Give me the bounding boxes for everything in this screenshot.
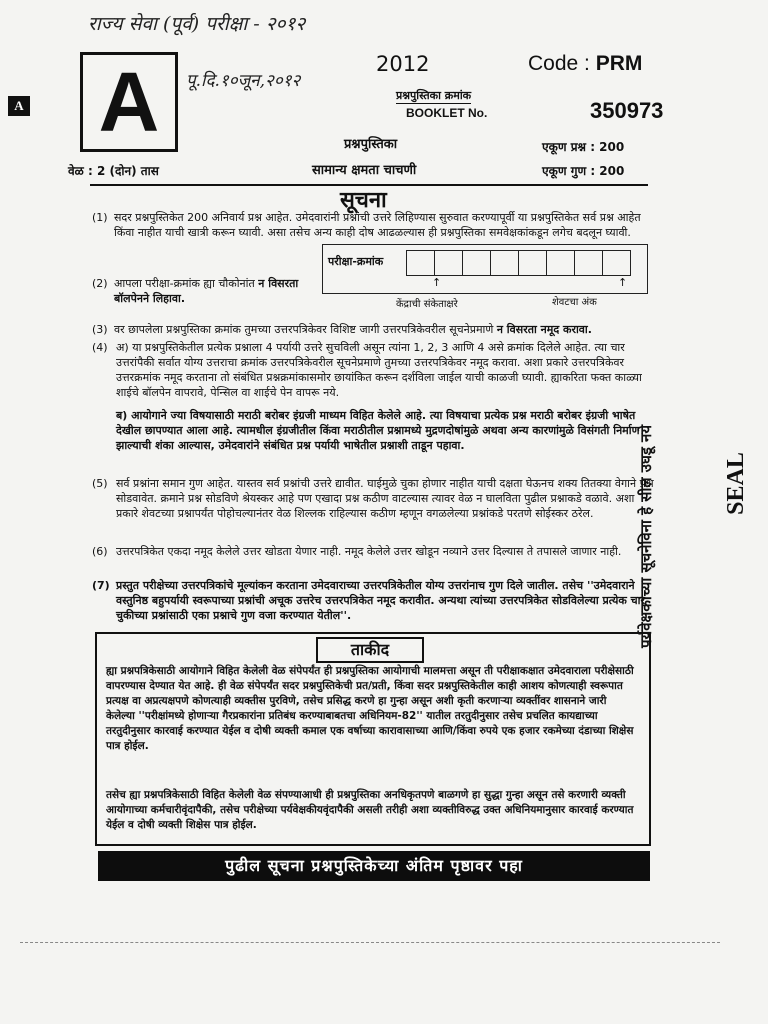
instruction-4a xyxy=(92,340,654,400)
warning-title: ताकीद xyxy=(316,637,424,663)
instruction-7 xyxy=(92,578,654,623)
exam-number-cells[interactable] xyxy=(406,250,631,276)
code-value: PRM xyxy=(595,52,643,75)
scan-edge-line xyxy=(20,942,720,943)
exam-number-cell[interactable] xyxy=(406,250,435,276)
instruction-text: अ) या प्रश्नपुस्तिकेतील प्रत्येक प्रश्नाला 4 पर्यायी उत्तरे सुचविली असून त्यांना 1, 2, 3 आणि 4 असे क्रमांक दिलेले आहेत. त्या चार उत्तरांपैकी सर्वात योग्य उत्तराचा क्रमांक उत्तरपत्रिकेवरील सूचनेप्रमाणे तुमच्या उत्तरपत्रिकेवर नमूद करावा. अशा प्रकारे उत्तरपत्रिकेवर उत्तरक्रमांक नमूद करताना तो संबंधित प्रश्नक्रमांकासमोर छायांकित करून दर्शविला जाईल याची काळजी घ्यावी. ह्याकरिता फक्त काळ्या शाईचे बॉलपेन वापरावे, पेन्सिल वा शाईचे पेन वापरू नये. xyxy=(116,341,642,399)
instruction-number: (7) xyxy=(92,579,110,592)
warning-paragraph-1: ह्या प्रश्नपत्रिकेसाठी आयोगाने विहित केलेली वेळ संपेपर्यंत ही प्रश्नपुस्तिका आयोगाची मालमत्ता असून ती परीक्षाकक्षात उमेदवाराला परीक्षेसाठी वापरण्यास देण्यात येत आहे. ही वेळ संपेपर्यंत सदर प्रश्नपुस्तिकेची प्रत/प्रती, किंवा सदर प्रश्नपुस्तिकेतील काही आशय कोणत्याही स्वरूपात प्रत्यक्ष वा अप्रत्यक्षपणे कोणत्याही व्यक्तीस पुरविणे, तसेच प्रसिद्ध करणे हा गुन्हा असून अशी कृती करणाऱ्या व्यक्तींवर शासनाने जारी केलेल्या ''परीक्षांमध्ये होणाऱ्या गैरप्रकारांना प्रतिबंध करण्याबाबतचा अधिनियम-82'' यातील तरतुदीनुसार तसेच प्रचलित कायद्याच्या तरतुदीनुसार कारवाई करण्यात येईल व दोषी व्यक्ती कमाल एक वर्षाच्या कारावासाच्या आणि/किंवा रुपये एक हजार रकमेच्या दंडाच्या शिक्षेस पात्र होईल. xyxy=(106,665,634,752)
instruction-text-bold: न विसरता नमूद करावा. xyxy=(496,323,592,336)
exam-number-cell[interactable] xyxy=(519,250,547,276)
instruction-5 xyxy=(92,476,654,521)
instruction-text: आपला परीक्षा-क्रमांक ह्या चौकोनांत xyxy=(114,277,255,290)
handwritten-date: पू.दि.१०जून,२०१२ xyxy=(186,71,301,91)
exam-number-cell[interactable] xyxy=(463,250,491,276)
exam-number-cell[interactable] xyxy=(575,250,603,276)
bottom-banner: पुढील सूचना प्रश्नपुस्तिकेच्या अंतिम पृष्ठावर पहा xyxy=(98,851,650,881)
instruction-number: (6) xyxy=(92,545,108,558)
instruction-number: (1) xyxy=(92,211,108,224)
instruction-text: ब) आयोगाने ज्या विषयासाठी मराठी बरोबर इंग्रजी माध्यम विहित केलेले आहे. त्या विषयाचा प्रत्येक प्रश्न मराठी बरोबर इंग्रजी भाषेत देखील छापण्यात आला आहे. त्यामधील इंग्रजीतील किंवा मराठीतील प्रश्नामध्ये मुद्रणदोषांमुळे अथवा अन्य कारणांमुळे विसंगती निर्माण झाल्याची शंका आल्यास, उमेदवारांने संबंधित प्रश्न पर्यायी भाषेतील प्रश्नाशी ताडून पहावा. xyxy=(116,409,640,452)
instruction-text-bold: न विसरता बॉलपेनने लिहावा. xyxy=(114,277,299,305)
booklet-title: प्रश्नपुस्तिका xyxy=(344,137,398,152)
set-letter-box: A xyxy=(80,52,178,152)
total-questions: एकूण प्रश्न : 200 xyxy=(542,140,625,154)
instruction-text: प्रस्तुत परीक्षेच्या उत्तरपत्रिकांचे मूल्यांकन करताना उमेदवाराच्या उत्तरपत्रिकेतील योग्य उत्तरांनाच गुण दिले जातील. तसेच ''उमेदवाराने वस्तुनिष्ठ बहुपर्यायी स्वरूपाच्या प्रश्नांची अचूक उत्तरेच उत्तरपत्रिकेत नमूद करावीत. अन्यथा त्यांच्या उत्तरपत्रिकेत सोडविलेल्या प्रत्येक चार चुकीच्या प्रश्नांसाठी एका प्रश्नाचे गुण वजा करण्यात येतील''. xyxy=(116,579,645,622)
warning-paragraph-2: तसेच ह्या प्रश्नपत्रिकेसाठी विहित केलेली वेळ संपण्याआधी ही प्रश्नपुस्तिका अनधिकृतपणे बाळगणे हा सुद्धा गुन्हा असून तसे करणारी व्यक्ती आयोगाच्या कर्मचारीवृंदापैकी, तसेच परीक्षेच्या पर्यवेक्षकीयवृंदापैकी असली तरीही अशा व्यक्तीविरुद्ध उक्त अधिनियमानुसार कारवाई करण्यात येईल व दोषी व्यक्ती शिक्षेस पात्र होईल. xyxy=(106,789,634,831)
code-label-text: Code : xyxy=(528,52,590,75)
exam-number-cell[interactable] xyxy=(547,250,575,276)
handwritten-exam-title: राज्य सेवा (पूर्व) परीक्षा - २०१२ xyxy=(88,13,306,35)
exam-number-cell[interactable] xyxy=(491,250,519,276)
seal-label: SEAL xyxy=(722,452,749,515)
exam-number-cell[interactable] xyxy=(435,250,463,276)
instruction-6 xyxy=(92,544,654,559)
instructions-title: सूचना xyxy=(340,188,387,213)
seal-instruction-text: पर्यवेक्षकांच्या सूचनेविना हे सील उघडू नये xyxy=(637,424,655,648)
instruction-text: वर छापलेला प्रश्नपुस्तिका क्रमांक तुमच्या उत्तरपत्रिकेवर विशिष्ट जागी उत्तरपत्रिकेवरील सूचनेप्रमाणे xyxy=(114,323,494,336)
up-arrow-icon: ↑ xyxy=(432,276,442,289)
code-label xyxy=(528,52,642,76)
seal-instruction-vertical xyxy=(636,328,664,648)
instruction-text: उत्तरपत्रिकेत एकदा नमूद केलेले उत्तर खोडता येणार नाही. नमूद केलेले उत्तर खोडून नव्याने उत्तर दिल्यास ते तपासले जाणार नाही. xyxy=(116,545,622,558)
instruction-text: सदर प्रश्नपुस्तिकेत 200 अनिवार्य प्रश्न आहेत. उमेदवारांनी प्रश्नांची उत्तरे लिहिण्यास सुरुवात करण्यापूर्वी या प्रश्नपुस्तिकेत सर्व प्रश्न आहेत किंवा नाहीत याची खात्री करून घ्यावी. असा तसेच अन्य काही दोष आढळल्यास ही प्रश्नपुस्तिका समवेक्षकांकडून लगेच बदलून घ्यावी. xyxy=(114,211,641,239)
instruction-3 xyxy=(92,322,652,337)
paper-title: सामान्य क्षमता चाचणी xyxy=(312,163,417,178)
exam-number-cell[interactable] xyxy=(603,250,631,276)
booklet-label-en: BOOKLET No. xyxy=(406,106,488,120)
last-digit-label: शेवटचा अंक xyxy=(552,297,597,308)
booklet-label-mr: प्रश्नपुस्तिका क्रमांक xyxy=(396,89,472,102)
year: 2012 xyxy=(376,52,430,76)
instruction-number: (3) xyxy=(92,323,108,336)
instruction-text: सर्व प्रश्नांना समान गुण आहेत. यास्तव सर्व प्रश्नांची उत्तरे द्यावीत. घाईमुळे चुका होणार नाहीत याची दक्षता घेऊनच शक्य तितक्या वेगाने प्रश्न सोडवावेत. क्रमाने प्रश्न सोडविणे श्रेयस्कर आहे पण एखादा प्रश्न कठीण वाटल्यास त्यावर वेळ न घालविता पुढील प्रश्नाकडे वळावे. अशा प्रकारे शेवटच्या प्रश्नापर्यंत पोहोचल्यानंतर वेळ शिल्लक राहिल्यास कठीण म्हणून वगळलेल्या प्रश्नांकडे परतणे सोईस्कर ठरेल. xyxy=(116,477,654,520)
total-marks: एकूण गुण : 200 xyxy=(542,164,625,178)
instruction-number: (5) xyxy=(92,477,108,490)
time-label: वेळ : 2 (दोन) तास xyxy=(68,164,159,178)
instruction-number: (2) xyxy=(92,277,108,290)
exam-number-label: परीक्षा-क्रमांक xyxy=(328,255,384,268)
side-set-tag: A xyxy=(8,96,30,116)
instruction-4b xyxy=(116,408,654,453)
instruction-number: (4) xyxy=(92,341,108,354)
booklet-number: 350973 xyxy=(590,98,664,123)
center-code-label: केंद्राची संकेताक्षरे xyxy=(396,299,458,310)
instruction-2 xyxy=(92,276,312,306)
up-arrow-icon: ↑ xyxy=(618,276,628,289)
